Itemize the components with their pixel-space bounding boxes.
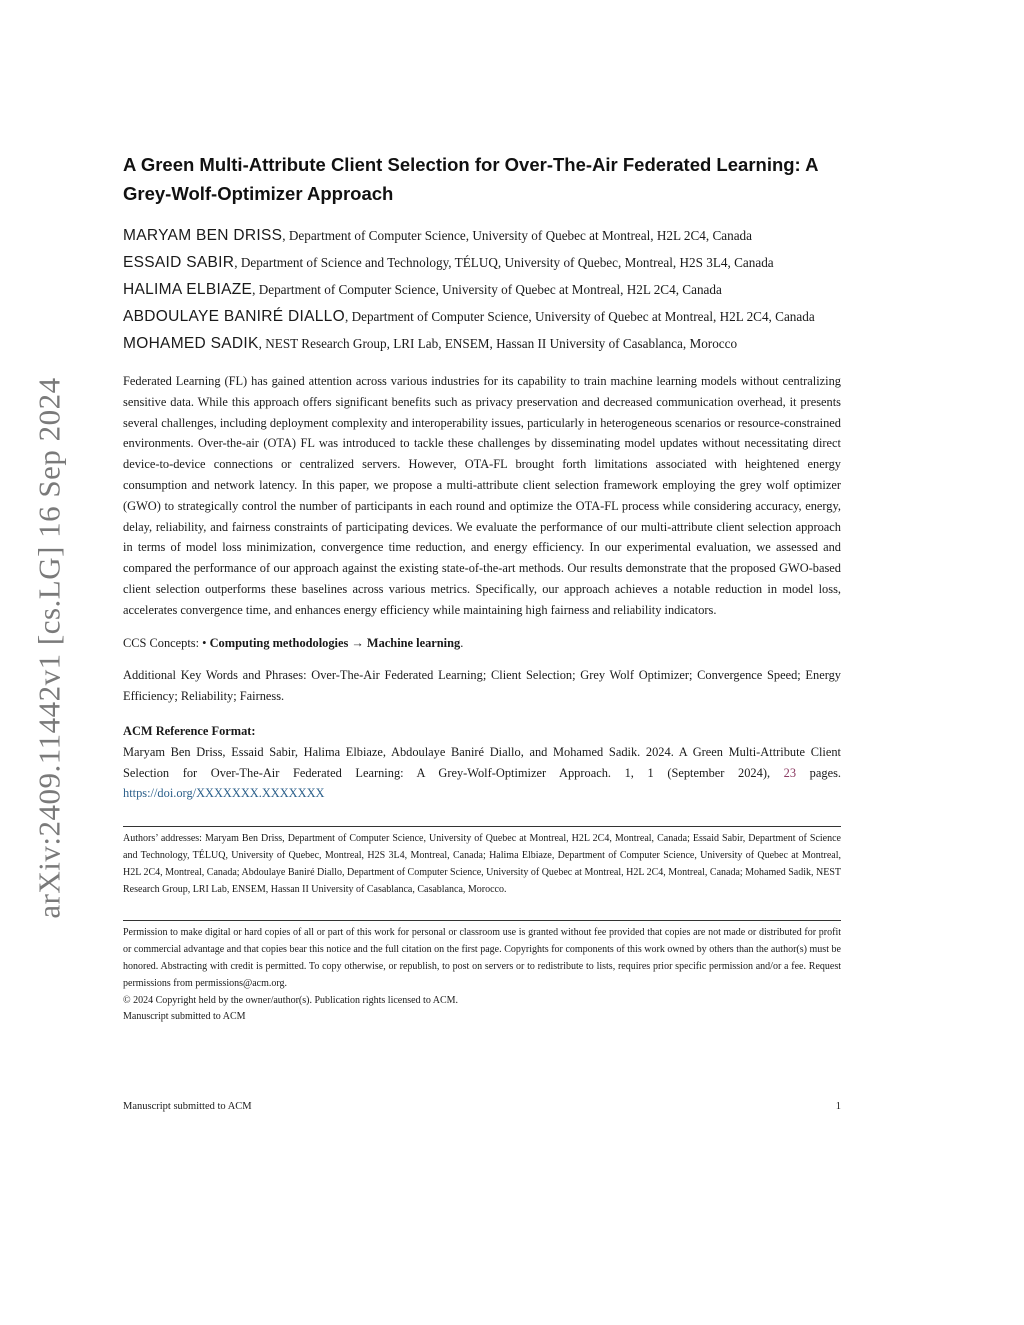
author-entry bbox=[123, 222, 841, 249]
page-count-link[interactable]: 23 bbox=[783, 765, 797, 780]
authors-addresses: Authors’ addresses: Maryam Ben Driss, Department of Computer Science, University of Quebec at Montreal, H2L 2C4, Montreal, Canada; Essaid Sabir, Department of Science and Technology, TÉLUQ, University of Quebec, Montreal, H2S 3L4, Montreal, Canada; Halima Elbiaze, Department of Computer Science, University of Quebec at Montreal, H2L 2C4, Montreal, Canada; Abdoulaye Baniré Diallo, Department of Computer Science, University of Quebec at Montreal, H2L 2C4, Montreal, Canada; Mohamed Sadik, NEST Research Group, LRI Lab, ENSEM, Hassan II University of Casablanca, Casablanca, Morocco. bbox=[123, 833, 841, 895]
page-body bbox=[123, 150, 841, 1026]
author-name: ABDOULAYE BANIRÉ DIALLO bbox=[123, 308, 345, 325]
paper-title: A Green Multi-Attribute Client Selection for Over-The-Air Federated Learning: A Grey-Wolf-Optimizer Approach bbox=[123, 154, 818, 204]
arxiv-stamp-text: arXiv:2409.11442v1 [cs.LG] 16 Sep 2024 bbox=[32, 376, 67, 919]
author-name: HALIMA ELBIAZE bbox=[123, 281, 253, 298]
author-entry bbox=[123, 330, 841, 357]
author-affiliation: , Department of Computer Science, University of Quebec at Montreal, H2L 2C4, Canada bbox=[252, 282, 722, 297]
ccs-concept-primary: Computing methodologies bbox=[209, 635, 349, 650]
author-affiliation: , NEST Research Group, LRI Lab, ENSEM, Hassan II University of Casablanca, Morocco bbox=[258, 336, 738, 351]
authors-addresses-section bbox=[123, 826, 841, 898]
author-affiliation: , Department of Science and Technology, TÉLUQ, University of Quebec, Montreal, H2S 3L4, Canada bbox=[234, 255, 774, 270]
abstract: Federated Learning (FL) has gained attention across various industries for its capability to train machine learning models without centralizing sensitive data. While this approach offers significant benefits such as privacy preservation and decreased communication overhead, it presents several challenges, including deployment complexity and interoperability issues, particularly in heterogeneous scenarios or resource-constrained environments. Over-the-air (OTA) FL was introduced to tackle these challenges by disseminating model updates without necessitating direct device-to-device connections or centralized servers. However, OTA-FL brought forth limitations associated with heightened energy consumption and network latency. In this paper, we propose a multi-attribute client selection framework employing the grey wolf optimizer (GWO) to strategically control the number of participants in each round and optimize the OTA-FL process while considering accuracy, energy, delay, reliability, and fairness constraints of participating devices. We evaluate the performance of our multi-attribute client selection approach in terms of model loss minimization, convergence time reduction, and energy efficiency. In our experimental evaluation, we assessed and compared the performance of our approach against the existing state-of-the-art methods. Our results demonstrate that the proposed GWO-based client selection outperforms these baselines across various metrics. Specifically, our approach achieves a notable reduction in model loss, accelerates convergence time, and enhances energy efficiency while maintaining high fairness and reliability indicators. bbox=[123, 374, 841, 617]
acm-reference-text bbox=[123, 742, 841, 804]
keywords: Additional Key Words and Phrases: Over-The-Air Federated Learning; Client Selection; Grey Wolf Optimizer; Convergence Speed; Energy Efficiency; Reliability; Fairness. bbox=[123, 668, 841, 704]
doi-link[interactable]: https://doi.org/XXXXXXX.XXXXXXX bbox=[123, 786, 325, 801]
author-name: MOHAMED SADIK bbox=[123, 335, 259, 352]
author-affiliation: , Department of Computer Science, University of Quebec at Montreal, H2L 2C4, Canada bbox=[344, 309, 815, 324]
author-affiliation: , Department of Computer Science, University of Quebec at Montreal, H2L 2C4, Canada bbox=[282, 228, 752, 243]
ccs-end: . bbox=[460, 635, 464, 650]
acm-reference-heading: ACM Reference Format: bbox=[123, 723, 256, 738]
footer-left: Manuscript submitted to ACM bbox=[123, 1101, 252, 1112]
ccs-label: CCS Concepts: • bbox=[123, 635, 210, 650]
acm-reference-citation: Maryam Ben Driss, Essaid Sabir, Halima Elbiaze, Abdoulaye Baniré Diallo, and Mohamed Sadik. 2024. A Green Multi-Attribute Client Selection for Over-The-Air Federated Learning: A Grey-Wolf-Optimizer Approach. 1, 1 (September 2024), bbox=[123, 744, 841, 780]
page-number: 1 bbox=[835, 1101, 841, 1112]
author-name: MARYAM BEN DRISS bbox=[123, 227, 283, 244]
permission-rule bbox=[123, 920, 841, 921]
author-list bbox=[123, 222, 841, 357]
ccs-arrow: → bbox=[348, 635, 367, 650]
author-entry bbox=[123, 276, 841, 303]
permission-section bbox=[123, 920, 841, 1026]
author-entry bbox=[123, 249, 841, 276]
author-entry bbox=[123, 303, 841, 330]
page-footer bbox=[123, 1101, 841, 1112]
ccs-concept-secondary: Machine learning bbox=[366, 635, 461, 650]
ccs-concepts bbox=[123, 633, 841, 654]
acm-reference-pages: pages. bbox=[796, 765, 841, 780]
arxiv-stamp bbox=[30, 355, 70, 940]
footnote-rule bbox=[123, 826, 841, 827]
author-name: ESSAID SABIR bbox=[123, 254, 235, 271]
copyright-notice: © 2024 Copyright held by the owner/author(s). Publication rights licensed to ACM. bbox=[123, 994, 459, 1006]
manuscript-note: Manuscript submitted to ACM bbox=[123, 1011, 246, 1023]
permission-notice: Permission to make digital or hard copies of all or part of this work for personal or classroom use is granted without fee provided that copies are not made or distributed for profit or commercial advantage and that copies bear this notice and the full citation on the first page. Copyrights for components of this work owned by others than the author(s) must be honored. Abstracting with credit is permitted. To copy otherwise, or republish, to post on servers or to redistribute to lists, requires prior specific permission and/or a fee. Request permissions from permissions@acm.org. bbox=[123, 927, 841, 989]
